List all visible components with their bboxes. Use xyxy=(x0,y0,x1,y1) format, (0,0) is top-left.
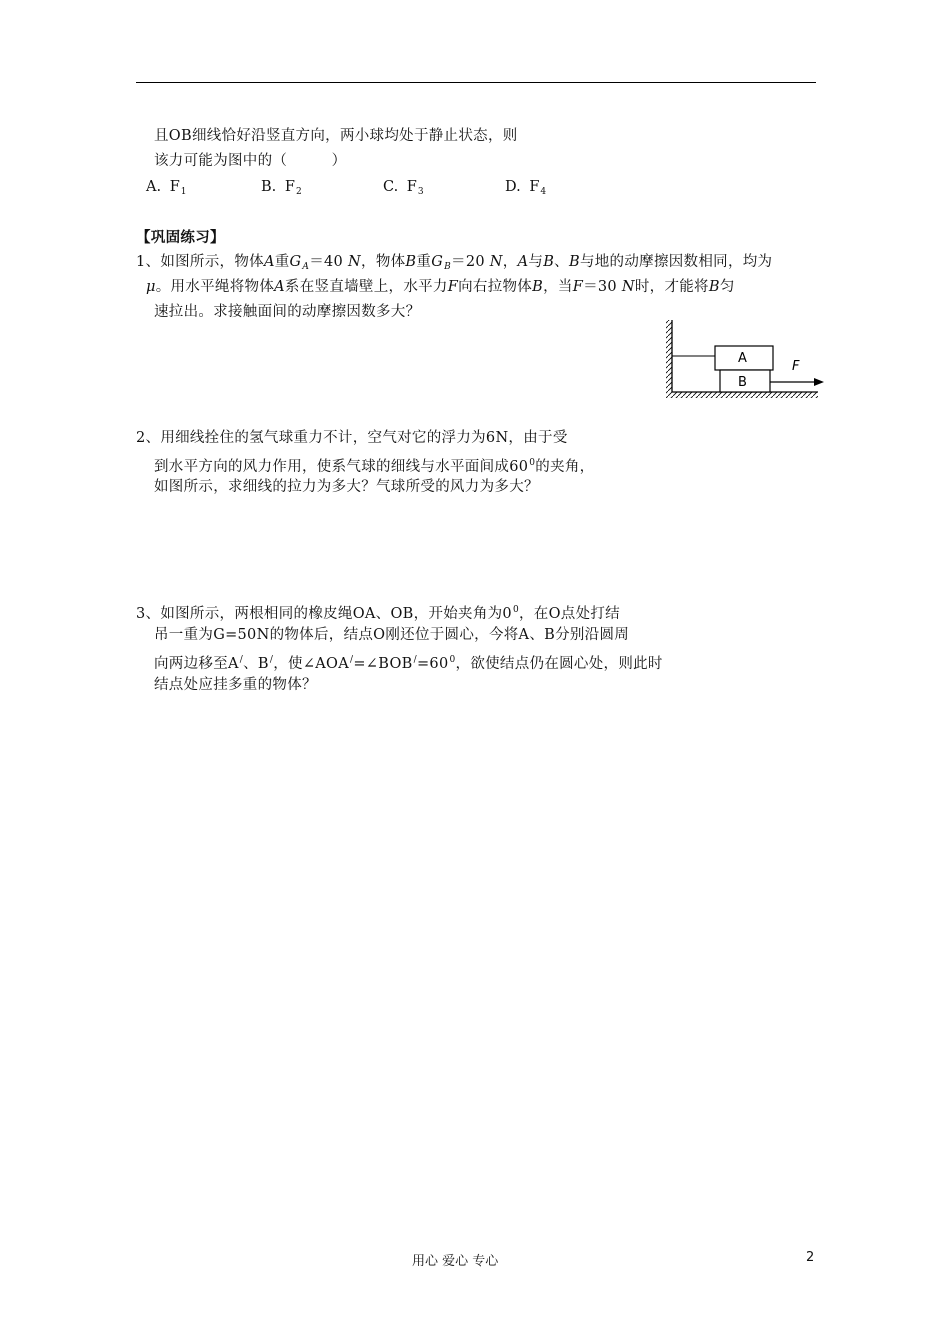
carryover-line-1: 且OB细线恰好沿竖直方向，两小球均处于静止状态，则 xyxy=(154,128,518,144)
header-rule xyxy=(136,82,816,83)
section-title: 【巩固练习】 xyxy=(136,230,225,246)
option-d-letter: F xyxy=(529,179,540,195)
option-a: A. $F_1$ xyxy=(146,179,187,197)
q3-line-1: 3、如图所示，两根相同的橡皮绳OA、OB，开始夹角为$0^0$，在O点处打结 xyxy=(136,605,620,622)
option-c-sub: 3 xyxy=(417,187,424,197)
page-number: 2 xyxy=(806,1250,815,1265)
option-b-letter: F xyxy=(284,179,295,195)
q1-line-2: μ。用水平绳将物体A系在竖直墙壁上，水平力F向右拉物体B，当F＝30 N时，才能将B匀 xyxy=(146,279,735,295)
wall-hatch xyxy=(666,320,672,392)
q3-line-4: 结点处应挂多重的物体？ xyxy=(154,677,317,693)
option-d-sub: 4 xyxy=(540,187,547,197)
option-b-sub: 2 xyxy=(295,187,302,197)
label-f: F xyxy=(792,359,800,374)
q2-line-2: 到水平方向的风力作用，使系气球的细线与水平面间成$60^0$的夹角， xyxy=(154,458,595,475)
option-a-sub: 1 xyxy=(180,187,187,197)
q2-line-3: 如图所示，求细线的拉力为多大？气球所受的风力为多大？ xyxy=(154,479,539,495)
option-a-letter: F xyxy=(169,179,180,195)
footer-motto: 用心 爱心 专心 xyxy=(412,1254,499,1269)
force-arrow-head xyxy=(814,378,824,386)
q1-line-3: 速拉出。求接触面间的动摩擦因数多大？ xyxy=(154,304,421,320)
q3-line-3: 向两边移至A/、B/，使$\angle AOA^/=\angle BOB^/=60^0$，欲使结点仍在圆心处，则此时 xyxy=(154,655,663,672)
q1-line-1: 1、如图所示，物体A重$G_A=40$ N，物体B重$G_B=20$ N，A与B、B与地的动摩擦因数相同，均为 xyxy=(136,254,773,272)
label-a: A xyxy=(738,351,747,366)
option-d: D. $F_4$ xyxy=(505,179,547,197)
q3-line-2: 吊一重为G=50N的物体后，结点O刚还位于圆心，今将A、B分别沿圆周 xyxy=(154,627,630,643)
option-c: C. $F_3$ xyxy=(383,179,424,197)
option-b: B. $F_2$ xyxy=(261,179,302,197)
label-b: B xyxy=(738,375,747,390)
ground-hatch xyxy=(666,392,818,398)
option-c-letter: F xyxy=(406,179,417,195)
q1-figure xyxy=(658,316,828,400)
q2-line-1: 2、用细线拴住的氢气球重力不计，空气对它的浮力为6N，由于受 xyxy=(136,430,568,446)
carryover-line-2: 该力可能为图中的（ ） xyxy=(154,153,347,169)
